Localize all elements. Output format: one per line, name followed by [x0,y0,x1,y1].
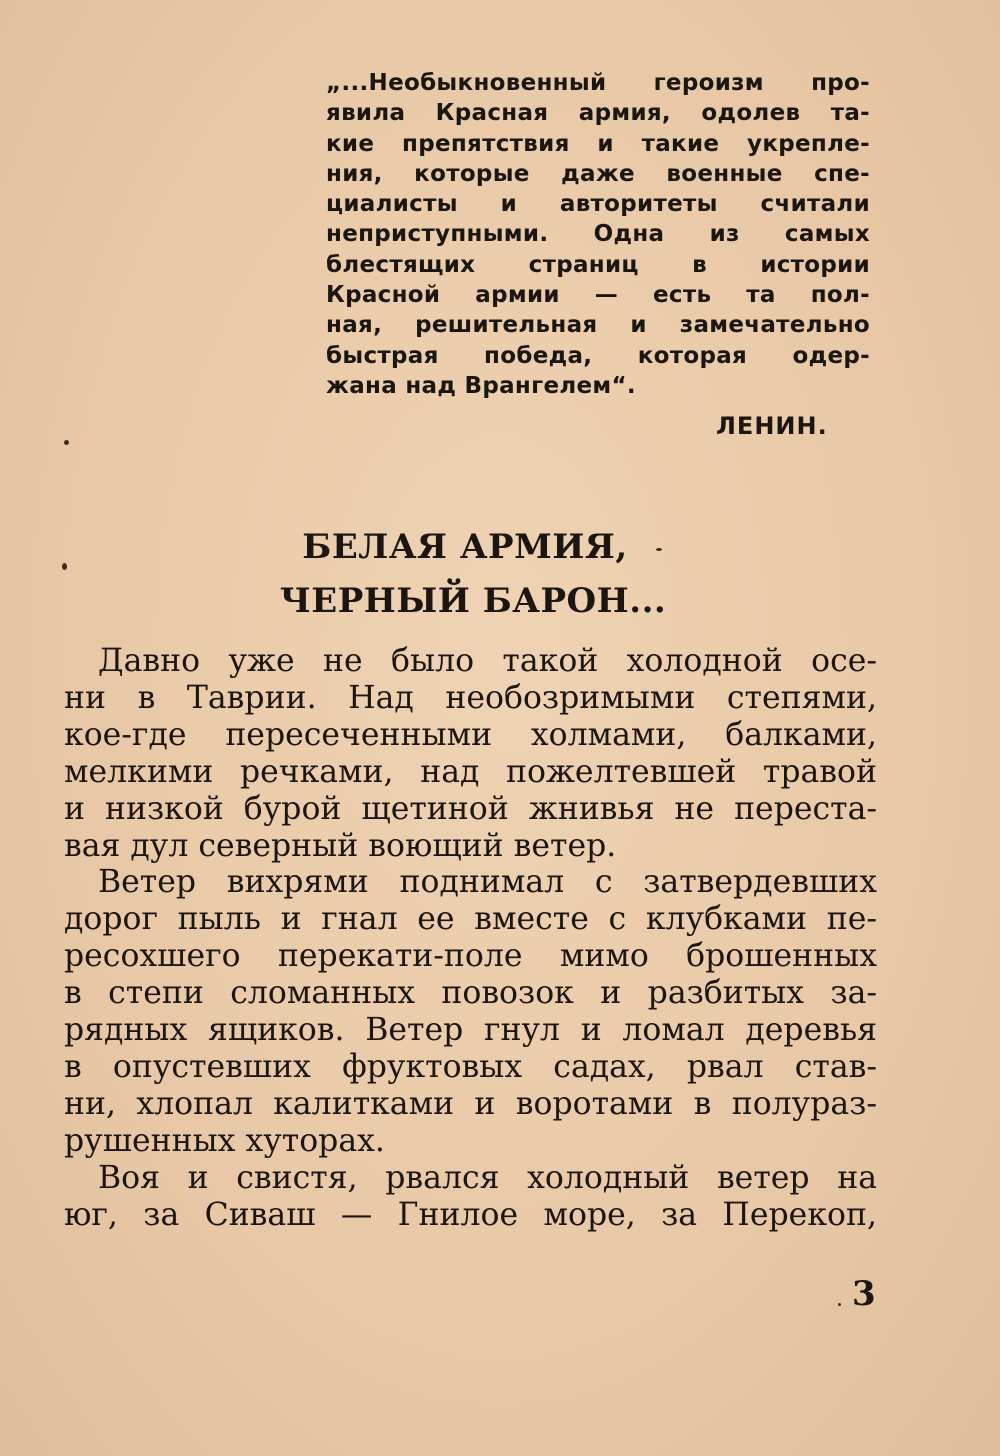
paper-speck [838,1303,841,1306]
body-line: Воя и свистя, рвался холодный ветер на [98,1159,877,1196]
epigraph-line: явила Красная армия, одолев та- [326,100,870,127]
body-line: юг, за Сиваш — Гнилое море, за Перекоп, [64,1196,877,1233]
body-line: ни в Таврии. Над необозримыми степями, [64,679,877,716]
body-line: Ветер вихрями поднимал с затвердевших [98,864,877,901]
chapter-title-line-1: БЕЛАЯ АРМИЯ, [302,527,628,567]
body-line: кое-где пересеченными холмами, балками, [64,716,877,753]
epigraph-line: неприступными. Одна из самых [326,221,870,248]
body-line: Давно уже не было такой холодной осе- [98,643,877,679]
paper-speck [64,440,69,445]
epigraph-line: ния, которые даже военные спе- [326,160,870,187]
epigraph-line: циалисты и авторитеты считали [326,191,870,218]
body-line: дорог пыль и гнал ее вместе с клубками пе- [64,901,877,938]
body-line: ресохшего перекати-поле мимо брошенных [64,938,877,975]
epigraph-line: блестящих страниц в истории [326,251,870,278]
epigraph-line: Красной армии — есть та пол- [326,282,870,309]
page-number: 3 [852,1274,876,1314]
body-line: рушенных хуторах. [64,1122,385,1159]
epigraph-line: кие препятствия и такие укрепле- [326,130,870,157]
body-text [64,643,877,1234]
epigraph-line: ная, решительная и замечательно [326,312,870,339]
body-line: в опустевших фруктовых садах, рвал став- [64,1048,877,1085]
epigraph-author: ЛЕНИН. [716,412,828,440]
body-line: вая дул северный воющий ветер. [64,827,617,864]
body-line: и низкой бурой щетиной жнивья не переста- [64,790,877,827]
epigraph-line: быстрая победа, которая одер- [326,342,870,369]
epigraph-quote [326,68,870,401]
epigraph-line: жана над Врангелем“. [326,372,636,399]
chapter-title-line-2: ЧЕРНЫЙ БАРОН... [279,581,667,621]
body-line: ни, хлопал калитками и воротами в полураз- [64,1085,877,1122]
body-line: рядных ящиков. Ветер гнул и ломал деревья [64,1012,877,1049]
epigraph-line: „...Необыкновенный героизм про- [326,70,870,96]
body-line: в степи сломанных повозок и разбитых за- [64,975,877,1012]
body-line: мелкими речками, над пожелтевшей травой [64,753,877,790]
